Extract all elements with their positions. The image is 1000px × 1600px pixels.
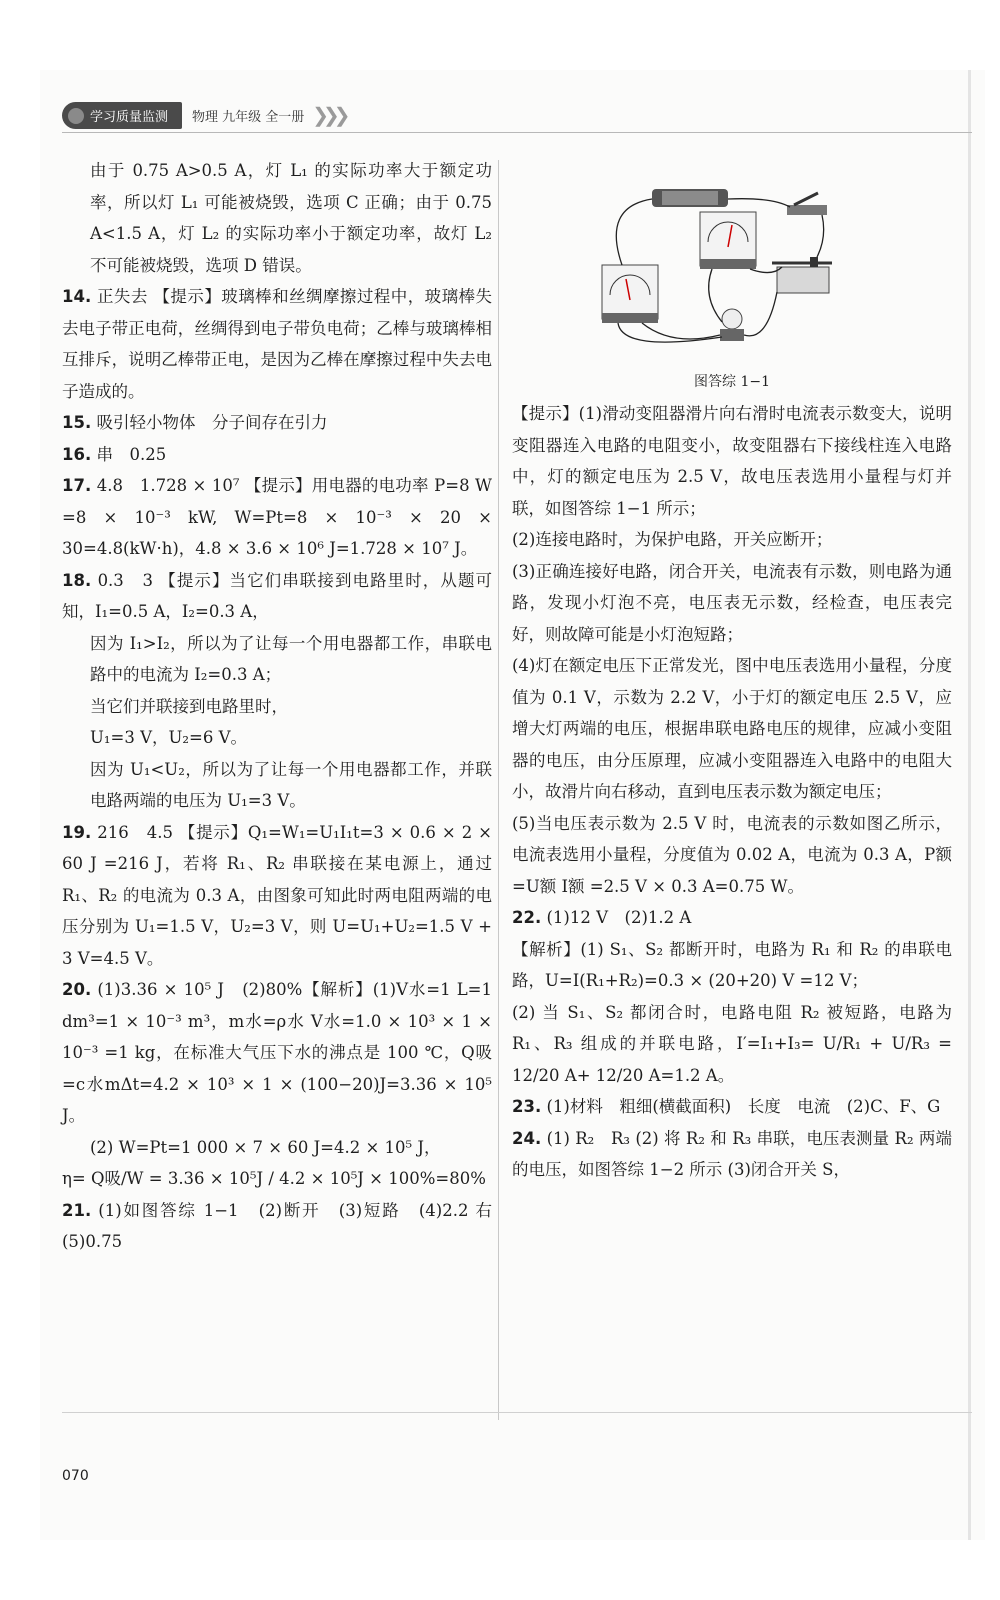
- rheostat-icon: [777, 267, 829, 293]
- switch-icon: [787, 205, 827, 215]
- footer-rule: [62, 1412, 972, 1413]
- answer-paragraph: [62, 281, 492, 407]
- answer-text: 0.3 3 【提示】当它们串联接到电路里时，从题可知，I₁=0.5 A，I₂=0.3 A，: [62, 570, 493, 621]
- answer-paragraph: [512, 1123, 952, 1186]
- right-column: [512, 155, 952, 1186]
- answer-paragraph: [62, 155, 492, 281]
- answer-paragraph: [62, 470, 492, 565]
- question-number: 24.: [512, 1128, 542, 1148]
- question-number: 21.: [62, 1200, 92, 1220]
- answer-paragraph: [62, 1163, 492, 1195]
- answer-paragraph: [512, 524, 952, 556]
- answer-text: 吸引轻小物体 分子间存在引力: [96, 413, 328, 432]
- answer-paragraph: [62, 1195, 492, 1258]
- question-number: 23.: [512, 1097, 542, 1116]
- left-column: [62, 155, 492, 1258]
- chevron-right-icon: ❯❯❯: [312, 103, 345, 127]
- question-number: 17.: [62, 476, 92, 495]
- lamp-icon: [722, 309, 742, 329]
- answer-text: 【解析】(1) S₁、S₂ 都断开时，电路为 R₁ 和 R₂ 的串联电路，U=I(R₁+R₂)=0.3 × (20+20) V =12 V；: [512, 939, 952, 990]
- answer-text: (5)当电压表示数为 2.5 V 时，电流表的示数如图乙所示，电流表选用小量程，分度值为 0.02 A，电流为 0.3 A，P额=U额 I额 =2.5 V × 0.3 A=0.75 W。: [512, 813, 952, 896]
- answer-text: 因为 I₁>I₂，所以为了让每一个用电器都工作，串联电路中的电流为 I₂=0.3 A；: [90, 633, 492, 684]
- answer-text: 4.8 1.728 × 10⁷ 【提示】用电器的电功率 P=8 W =8 × 10⁻³ kW, W=Pt=8 × 10⁻³ × 20 × 30=4.8(kW·h)，4.8 × 3.6 × 10⁶ J=1.728 × 10⁷ J。: [62, 476, 492, 558]
- answer-paragraph: [62, 974, 492, 1132]
- answer-paragraph: [512, 556, 952, 651]
- answer-text: U₁=3 V，U₂=6 V。: [90, 728, 248, 747]
- answer-text: (1)如图答综 1−1 (2)断开 (3)短路 (4)2.2 右 (5)0.75: [62, 1200, 493, 1251]
- answer-paragraph: [512, 650, 952, 808]
- answer-text: (2) W=Pt=1 000 × 7 × 60 J=4.2 × 10⁵ J，: [90, 1137, 441, 1157]
- answer-text: (3)正确连接好电路，闭合开关，电流表有示数，则电路为通路，发现小灯泡不亮，电压表无示数，经检查，电压表完好，则故障可能是小灯泡短路；: [512, 561, 952, 644]
- circuit-diagram: [582, 167, 832, 372]
- question-number: 22.: [512, 908, 542, 927]
- answer-text: 因为 U₁<U₂，所以为了让每一个用电器都工作，并联电路两端的电压为 U₁=3 V。: [90, 759, 492, 810]
- answer-text: (2)连接电路时，为保护电路，开关应断开；: [512, 530, 833, 549]
- answer-paragraph: [512, 808, 952, 903]
- answer-text: (1)12 V (2)1.2 A: [546, 908, 692, 927]
- answer-text: 当它们并联接到电路里时，: [90, 696, 288, 716]
- question-number: 20.: [62, 980, 92, 999]
- answer-paragraph: [62, 817, 492, 975]
- question-number: 16.: [62, 444, 92, 464]
- header-rule: [62, 132, 972, 133]
- answer-text: (1) R₂ R₃ (2) 将 R₂ 和 R₃ 串联，电压表测量 R₂ 两端的电压，如图答综 1−2 所示 (3)闭合开关 S，: [512, 1128, 952, 1179]
- question-number: 14.: [62, 287, 92, 306]
- question-number: 15.: [62, 413, 92, 432]
- question-number: 19.: [62, 822, 92, 842]
- answer-text: (1)材料 粗细(横截面积) 长度 电流 (2)C、F、G: [546, 1097, 941, 1116]
- answer-paragraph: [62, 439, 492, 471]
- page-header: [62, 100, 345, 130]
- answer-paragraph: [512, 997, 952, 1092]
- page-number: 070: [62, 1468, 89, 1484]
- answer-paragraph: [512, 398, 952, 524]
- answer-paragraph: [62, 691, 492, 723]
- answer-text: 【提示】(1)滑动变阻器滑片向右滑时电流表示数变大，说明变阻器连入电路的电阻变小，故变阻器右下接线柱连入电路中，灯的额定电压为 2.5 V，故电压表选用小量程与灯并联，如图答综 1−1 所示；: [512, 404, 952, 518]
- answer-paragraph: [512, 1091, 952, 1123]
- answer-paragraph: [62, 722, 492, 754]
- column-divider: [498, 160, 499, 1420]
- circuit-figure: [582, 167, 832, 372]
- header-banner: 学习质量监测: [62, 102, 182, 129]
- answer-text: 正失去 【提示】玻璃棒和丝绸摩擦过程中，玻璃棒失去电子带正电荷，丝绸得到电子带负电荷；乙棒与玻璃棒相互排斥，说明乙棒带正电，是因为乙棒在摩擦过程中失去电子造成的。: [62, 287, 492, 401]
- answer-paragraph: [512, 934, 952, 997]
- answer-paragraph: [62, 565, 492, 628]
- page-edge: [968, 70, 971, 1540]
- answer-text: (1)3.36 × 10⁵ J (2)80%【解析】(1)V水=1 L=1 dm³=1 × 10⁻³ m³，m水=ρ水 V水=1.0 × 10³ × 1 × 10⁻³ =1 kg，在标准大气压下水的沸点是 100 ℃，Q吸=c水mΔt=4.2 × 10³ × 1 × (100−20)J=3.36 × 10⁵ J。: [62, 980, 493, 1125]
- answer-paragraph: [512, 902, 952, 934]
- answer-text: (2) 当 S₁、S₂ 都闭合时，电路电阻 R₂ 被短路，电路为 R₁、R₃ 组成的并联电路，I′=I₁+I₃= U/R₁ + U/R₃ = 12/20 A+ 12/20 A=1.2 A。: [512, 1002, 952, 1085]
- answer-paragraph: [62, 628, 492, 691]
- answer-text: η= Q吸/W = 3.36 × 10⁵J / 4.2 × 10⁵J × 100%=80%: [62, 1169, 486, 1188]
- header-subject: 物理 九年级 全一册: [192, 109, 305, 125]
- answer-paragraph: [62, 407, 492, 439]
- answer-paragraph: [62, 754, 492, 817]
- answer-text: 由于 0.75 A>0.5 A，灯 L₁ 的实际功率大于额定功率，所以灯 L₁ 可能被烧毁，选项 C 正确；由于 0.75 A<1.5 A，灯 L₂ 的实际功率小于额定功率，故灯 L₂ 不可能被烧毁，选项 D 错误。: [90, 161, 492, 275]
- answer-paragraph: [62, 1132, 492, 1164]
- answer-text: 216 4.5 【提示】Q₁=W₁=U₁I₁t=3 × 0.6 × 2 × 60 J =216 J，若将 R₁、R₂ 串联接在某电源上，通过 R₁、R₂ 的电流为 0.3 A，由图象可知此时两电阻两端的电压分别为 U₁=1.5 V，U₂=3 V，则 U=U₁+U₂=1.5 V + 3 V=4.5 V。: [62, 822, 493, 968]
- figure-caption: 图答综 1−1: [694, 374, 770, 390]
- answer-text: (4)灯在额定电压下正常发光，图中电压表选用小量程，分度值为 0.1 V，示数为 2.2 V，小于灯的额定电压 2.5 V，应增大灯两端的电压，根据串联电路电压的规律，应减小变阻器的电压，由分压原理，应减小变阻器连入电路中的电阻大小，故滑片向右移动，直到电压表示数为额定电压；: [512, 656, 952, 801]
- answer-text: 串 0.25: [96, 444, 167, 464]
- question-number: 18.: [62, 570, 92, 590]
- right-answers: [512, 398, 952, 1186]
